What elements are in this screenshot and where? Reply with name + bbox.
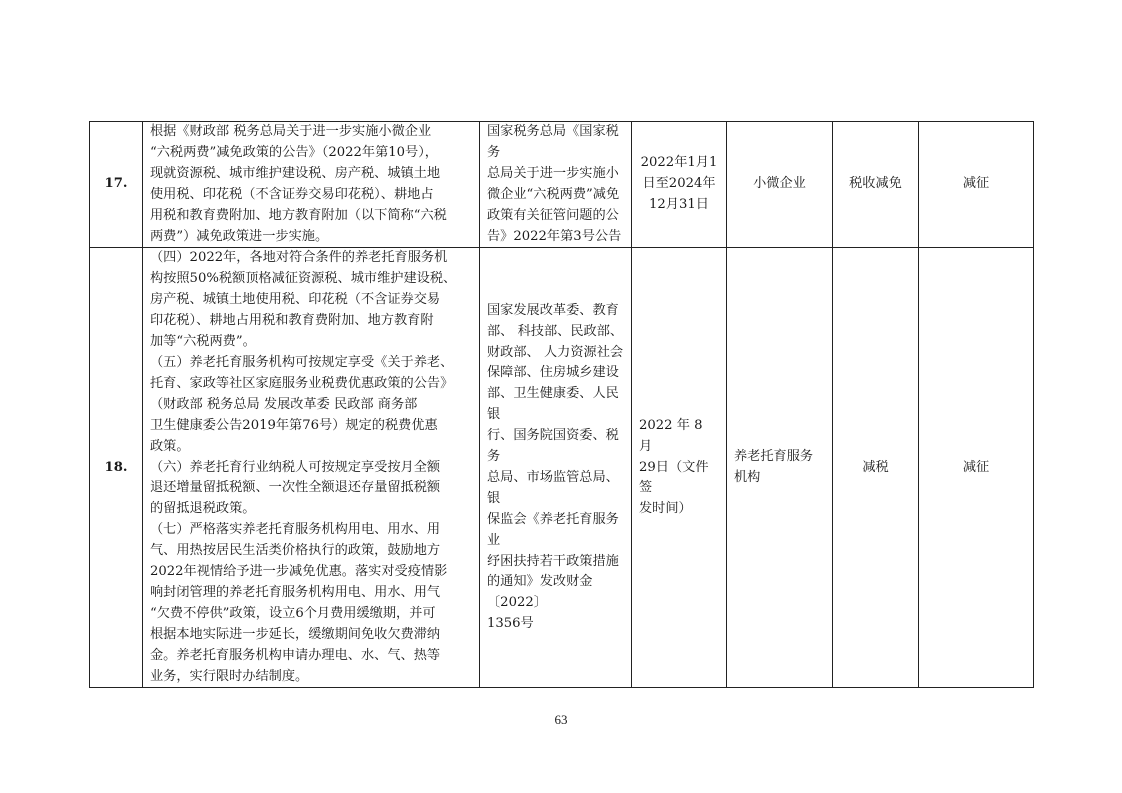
relief-method-cell: 减征 <box>919 122 1034 248</box>
row-number: 17. <box>90 122 143 248</box>
policy-document-cell: 国家税务总局《国家税务 总局关于进一步实施小 微企业“六税两费”减免 政策有关征管问题的公 告》2022年第3号公告 <box>480 122 632 248</box>
row-number: 18. <box>90 248 143 688</box>
effective-period-cell: 2022年1月1 日至2024年 12月31日 <box>632 122 727 248</box>
policy-basis-cell: 根据《财政部 税务总局关于进一步实施小微企业 “六税两费”减免政策的公告》（2022年第10号）， 现就资源税、城市维护建设税、房产税、城镇土地 使用税、印花税（不含证券交易印花税）、耕地占 用税和教育费附加、地方教育附加（以下简称“六税 两费”）减免政策进一步实施。 <box>143 122 480 248</box>
page-number: 63 <box>554 712 568 727</box>
policy-basis-cell: （四）2022年，各地对符合条件的养老托育服务机 构按照50%税额顶格减征资源税、城市维护建设税、 房产税、城镇土地使用税、印花税（不含证券交易 印花税）、耕地占用税和教育费附加、地方教育附 加等“六税两费”。 （五）养老托育服务机构可按规定享受《关于养老、 托育、家政等社区家庭服务业税费优惠政策的公告》 （财政部 税务总局 发展改革委 民政部 商务部 卫生健康委公告2019年第76号）规定的税费优惠 政策。 （六）养老托育行业纳税人可按规定享受按月全额 退还增量留抵税额、一次性全额退还存量留抵税额 的留抵退税政策。 （七）严格落实养老托育服务机构用电、用水、用 气、用热按居民生活类价格执行的政策，鼓励地方 2022年视情给予进一步减免优惠。落实对受疫情影 响封闭管理的养老托育服务机构用电、用水、用气 “欠费不停供”政策，设立6个月费用缓缴期，并可 根据本地实际进一步延长，缓缴期间免收欠费滞纳 金。养老托育服务机构申请办理电、水、气、热等 业务，实行限时办结制度。 <box>143 248 480 688</box>
table-row <box>90 122 1034 248</box>
policy-document-cell: 国家发展改革委、教育 部、 科技部、民政部、 财政部、 人力资源社会 保障部、住房城乡建设 部、卫生健康委、人民银 行、国务院国资委、税务 总局、市场监管总局、银 保监会《养老托育服务业 纾困扶持若干政策措施 的通知》发改财金〔2022〕 1356号 <box>480 248 632 688</box>
effective-period-cell: 2022 年 8 月 29日（文件签 发时间） <box>632 248 727 688</box>
policy-table <box>89 121 1034 688</box>
beneficiary-cell: 养老托育服务 机构 <box>727 248 833 688</box>
table-row <box>90 248 1034 688</box>
beneficiary-cell: 小微企业 <box>727 122 833 248</box>
policy-category-cell: 税收减免 <box>833 122 919 248</box>
relief-method-cell: 减征 <box>919 248 1034 688</box>
policy-category-cell: 减税 <box>833 248 919 688</box>
